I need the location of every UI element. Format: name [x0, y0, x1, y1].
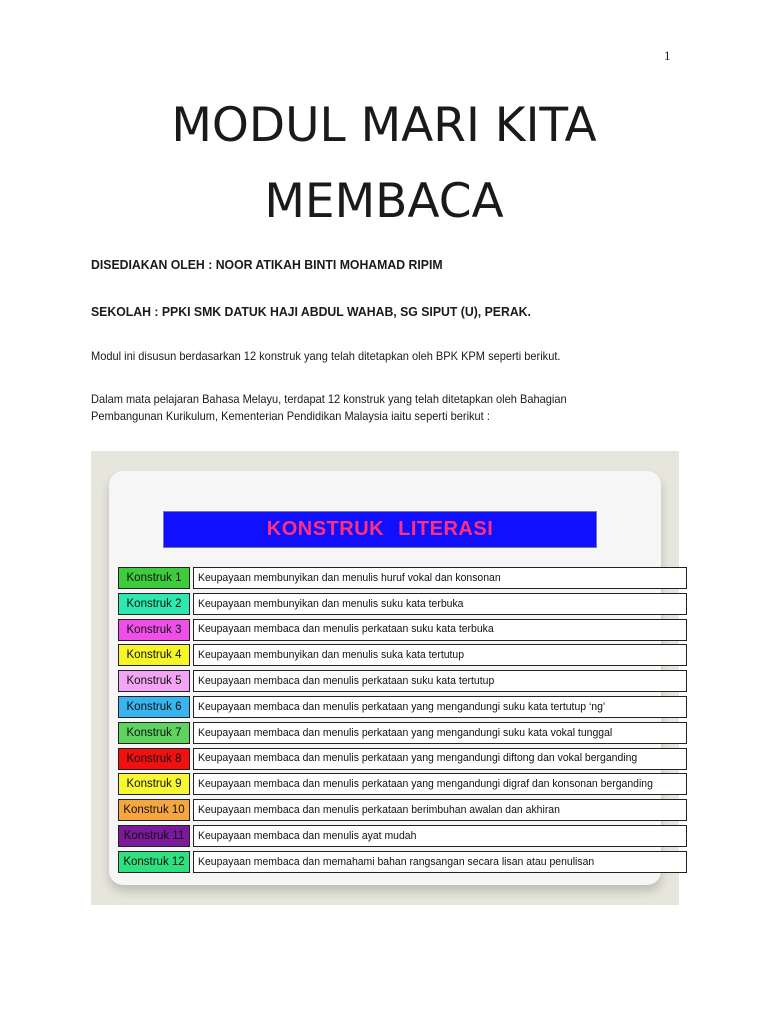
construct-row: [118, 696, 688, 722]
construct-label: Konstruk 8: [118, 748, 190, 770]
construct-row: [118, 619, 688, 645]
construct-label: Konstruk 9: [118, 773, 190, 795]
school-line: SEKOLAH : PPKI SMK DATUK HAJI ABDUL WAHAB, SG SIPUT (U), PERAK.: [91, 304, 531, 319]
figure-banner: [163, 511, 597, 548]
literacy-construct-figure: [91, 451, 679, 905]
construct-description: Keupayaan membaca dan menulis ayat mudah: [198, 829, 417, 842]
construct-description-cell: [193, 825, 687, 847]
banner-title: KONSTRUK LITERASI: [266, 518, 494, 540]
construct-row: [118, 644, 688, 670]
construct-label: Konstruk 4: [118, 644, 190, 666]
construct-label: Konstruk 2: [118, 593, 190, 615]
construct-description-cell: [193, 593, 687, 615]
construct-table: [118, 567, 688, 877]
construct-description-cell: [193, 644, 687, 666]
construct-description: Keupayaan membaca dan menulis perkataan berimbuhan awalan dan akhiran: [198, 803, 560, 816]
construct-label: Konstruk 3: [118, 619, 190, 641]
construct-description: Keupayaan membunyikan dan menulis suka kata tertutup: [198, 649, 465, 662]
construct-description: Keupayaan membaca dan memahami bahan rangsangan secara lisan atau penulisan: [198, 855, 595, 868]
construct-label: Konstruk 6: [118, 696, 190, 718]
construct-label: Konstruk 1: [118, 567, 190, 589]
construct-row: [118, 593, 688, 619]
construct-description-cell: [193, 619, 687, 641]
construct-row: [118, 567, 688, 593]
construct-description: Keupayaan membaca dan menulis perkataan suku kata terbuka: [198, 623, 494, 636]
construct-label: Konstruk 12: [118, 851, 190, 873]
construct-description-cell: [193, 567, 687, 589]
construct-description: Keupayaan membaca dan menulis perkataan yang mengandungi digraf dan konsonan berganding: [198, 778, 653, 791]
construct-row: [118, 722, 688, 748]
figure-card: [109, 471, 661, 885]
construct-row: [118, 825, 688, 851]
construct-description-cell: [193, 799, 687, 821]
title-line-1: MODUL MARI KITA: [171, 98, 597, 153]
document-title: [0, 88, 768, 240]
description-paragraph: Dalam mata pelajaran Bahasa Melayu, terdapat 12 konstruk yang telah ditetapkan oleh Bahagian Pembangunan Kurikulum, Kementerian Pendidikan Malaysia iaitu seperti berikut :: [91, 392, 567, 423]
construct-label: Konstruk 10: [118, 799, 190, 821]
construct-row: [118, 670, 688, 696]
construct-description: Keupayaan membaca dan menulis perkataan suku kata tertutup: [198, 674, 495, 687]
construct-description: Keupayaan membunyikan dan menulis huruf vokal dan konsonan: [198, 571, 501, 584]
construct-row: [118, 799, 688, 825]
construct-label: Konstruk 11: [118, 825, 190, 847]
construct-row: [118, 748, 688, 774]
construct-description-cell: [193, 773, 687, 795]
construct-description-cell: [193, 670, 687, 692]
construct-description: Keupayaan membaca dan menulis perkataan yang mengandungi diftong dan vokal berganding: [198, 752, 638, 765]
construct-description-cell: [193, 722, 687, 744]
construct-label: Konstruk 5: [118, 670, 190, 692]
construct-description-cell: [193, 851, 687, 873]
author-line: DISEDIAKAN OLEH : NOOR ATIKAH BINTI MOHAMAD RIPIM: [91, 257, 443, 272]
construct-label: Konstruk 7: [118, 722, 190, 744]
intro-paragraph: Modul ini disusun berdasarkan 12 konstruk yang telah ditetapkan oleh BPK KPM seperti berikut.: [91, 349, 561, 363]
construct-description-cell: [193, 696, 687, 718]
construct-description: Keupayaan membaca dan menulis perkataan yang mengandungi suku kata vokal tunggal: [198, 726, 613, 739]
construct-description-cell: [193, 748, 687, 770]
construct-row: [118, 773, 688, 799]
construct-description: Keupayaan membaca dan menulis perkataan yang mengandungi suku kata tertutup ‘ng’: [198, 700, 606, 713]
page-number: 1: [664, 48, 671, 63]
title-line-2: MEMBACA: [264, 174, 504, 229]
construct-description: Keupayaan membunyikan dan menulis suku kata terbuka: [198, 597, 464, 610]
construct-row: [118, 851, 688, 877]
